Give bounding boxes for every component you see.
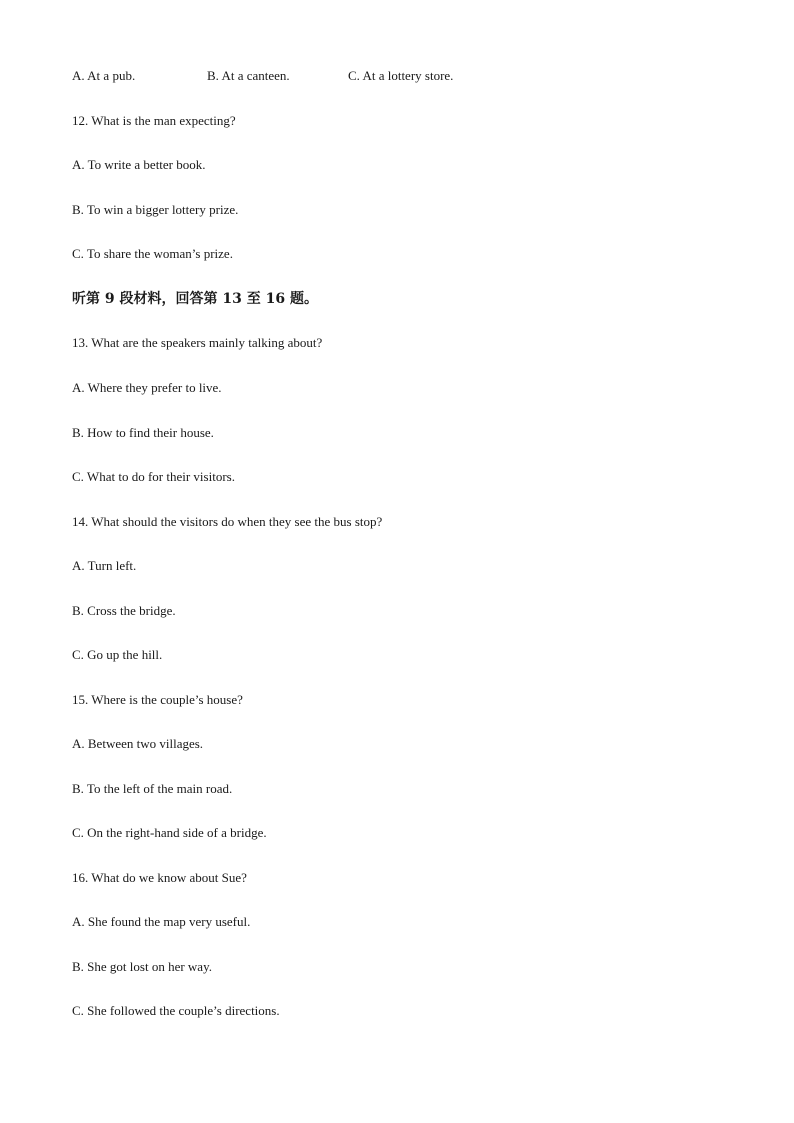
q14-question: 14. What should the visitors do when they see the bus stop?: [72, 514, 383, 529]
q14-option-b: B. Cross the bridge.: [72, 603, 176, 618]
q13-option-b: B. How to find their house.: [72, 425, 214, 440]
q15-question: 15. Where is the couple’s house?: [72, 692, 243, 707]
q16-option-b: B. She got lost on her way.: [72, 959, 212, 974]
q11-option-c: C. At a lottery store.: [348, 68, 454, 83]
section-heading: 听第 9 段材料，回答第 13 至 16 题。: [72, 291, 318, 307]
q16-option-a: A. She found the map very useful.: [72, 914, 251, 929]
q15-option-c: C. On the right-hand side of a bridge.: [72, 825, 267, 840]
q16-option-c: C. She followed the couple’s directions.: [72, 1003, 280, 1018]
q12-option-b: B. To win a bigger lottery prize.: [72, 202, 239, 217]
q12-option-c: C. To share the woman’s prize.: [72, 246, 233, 261]
q11-option-a: A. At a pub.: [72, 68, 136, 83]
q12-option-a: A. To write a better book.: [72, 157, 206, 172]
q13-option-a: A. Where they prefer to live.: [72, 380, 222, 395]
q15-option-a: A. Between two villages.: [72, 736, 204, 751]
q13-option-c: C. What to do for their visitors.: [72, 469, 235, 484]
q15-option-b: B. To the left of the main road.: [72, 781, 233, 796]
q13-question: 13. What are the speakers mainly talking about?: [72, 335, 323, 350]
q14-option-c: C. Go up the hill.: [72, 647, 163, 662]
q14-option-a: A. Turn left.: [72, 558, 137, 573]
q12-question: 12. What is the man expecting?: [72, 113, 236, 128]
q16-question: 16. What do we know about Sue?: [72, 870, 247, 885]
q11-option-b: B. At a canteen.: [207, 68, 290, 83]
